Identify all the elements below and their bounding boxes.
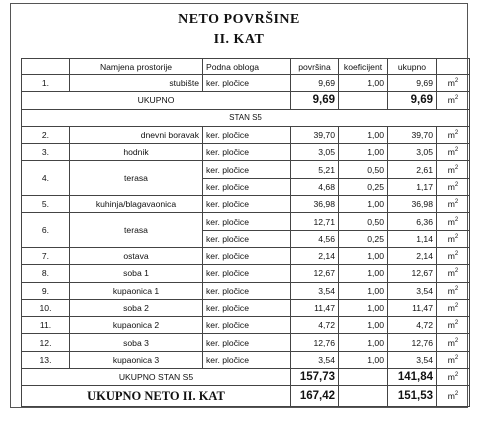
header-num — [22, 59, 70, 75]
table-row — [22, 247, 470, 264]
header-area: površina — [291, 59, 339, 75]
row-area: 4,56 — [291, 230, 339, 247]
header-floor: Podna obloga — [203, 59, 291, 75]
subtotal-total: 141,84 — [388, 369, 437, 386]
row-area: 39,70 — [291, 126, 339, 143]
row-name: dnevni boravak — [70, 126, 203, 143]
row-name: kupaonica 2 — [70, 317, 203, 334]
row-area: 36,98 — [291, 196, 339, 213]
row-coef: 0,25 — [339, 230, 388, 247]
row-coef: 0,50 — [339, 213, 388, 230]
row-total: 6,36 — [388, 213, 437, 230]
row-total: 39,70 — [388, 126, 437, 143]
row-num: 4. — [22, 161, 70, 196]
row-total: 3,54 — [388, 351, 437, 368]
row-area: 3,54 — [291, 351, 339, 368]
row-total: 1,14 — [388, 230, 437, 247]
subtotal-total: 9,69 — [388, 92, 437, 109]
row-area: 2,14 — [291, 247, 339, 264]
row-unit: $m^2$ — [437, 282, 470, 299]
row-unit: $m^2$ — [437, 265, 470, 282]
row-name: terasa — [70, 213, 203, 248]
row-unit: $m^2$ — [437, 196, 470, 213]
row-total: 3,05 — [388, 144, 437, 161]
row-coef: 1,00 — [339, 196, 388, 213]
row-name: terasa — [70, 161, 203, 196]
row-floor: ker. pločice — [203, 317, 291, 334]
table-row — [22, 126, 470, 143]
row-name: kupaonica 3 — [70, 351, 203, 368]
subtotal-unit: $m^2$ — [437, 369, 470, 386]
table-row — [22, 144, 470, 161]
grand-total-row — [22, 386, 470, 407]
row-area: 12,76 — [291, 334, 339, 351]
section-row — [22, 109, 470, 126]
row-name: stubište — [70, 75, 203, 92]
subtotal-area: 157,73 — [291, 369, 339, 386]
row-unit: $m^2$ — [437, 126, 470, 143]
row-num: 2. — [22, 126, 70, 143]
table-row — [22, 282, 470, 299]
row-coef: 1,00 — [339, 334, 388, 351]
row-area: 11,47 — [291, 299, 339, 316]
row-coef: 1,00 — [339, 144, 388, 161]
row-total: 12,76 — [388, 334, 437, 351]
row-coef: 0,25 — [339, 178, 388, 195]
row-floor: ker. pločice — [203, 144, 291, 161]
row-total: 3,54 — [388, 282, 437, 299]
subtotal-coef — [339, 369, 388, 386]
row-total: 9,69 — [388, 75, 437, 92]
row-coef: 1,00 — [339, 265, 388, 282]
row-unit: $m^2$ — [437, 334, 470, 351]
row-unit: $m^2$ — [437, 299, 470, 316]
row-unit: $m^2$ — [437, 247, 470, 264]
row-unit: $m^2$ — [437, 351, 470, 368]
header-unit — [437, 59, 470, 75]
row-coef: 1,00 — [339, 351, 388, 368]
row-num: 7. — [22, 247, 70, 264]
document-sheet — [10, 3, 468, 408]
table-row — [22, 75, 470, 92]
subtotal-label: UKUPNO — [22, 92, 291, 109]
row-name: soba 2 — [70, 299, 203, 316]
row-name: soba 3 — [70, 334, 203, 351]
row-floor: ker. pločice — [203, 213, 291, 230]
header-coef: koeficijent — [339, 59, 388, 75]
subtotal-label: UKUPNO STAN S5 — [22, 369, 291, 386]
subtotal-unit: $m^2$ — [437, 92, 470, 109]
row-area: 4,72 — [291, 317, 339, 334]
row-floor: ker. pločice — [203, 299, 291, 316]
header-purpose: Namjena prostorije — [70, 59, 203, 75]
row-coef: 1,00 — [339, 299, 388, 316]
row-num: 9. — [22, 282, 70, 299]
document-subtitle: II. KAT — [213, 32, 265, 47]
row-coef: 1,00 — [339, 126, 388, 143]
row-total: 2,61 — [388, 161, 437, 178]
row-area: 3,54 — [291, 282, 339, 299]
row-num: 3. — [22, 144, 70, 161]
area-table — [21, 58, 470, 407]
document-title: NETO POVRŠINE — [178, 12, 300, 27]
row-total: 2,14 — [388, 247, 437, 264]
table-row — [22, 213, 470, 230]
row-num: 12. — [22, 334, 70, 351]
row-floor: ker. pločice — [203, 161, 291, 178]
row-floor: ker. pločice — [203, 265, 291, 282]
row-floor: ker. pločice — [203, 75, 291, 92]
row-total: 1,17 — [388, 178, 437, 195]
row-unit: $m^2$ — [437, 161, 470, 178]
row-name: kuhinja/blagavaonica — [70, 196, 203, 213]
row-num: 6. — [22, 213, 70, 248]
row-total: 4,72 — [388, 317, 437, 334]
row-coef: 0,50 — [339, 161, 388, 178]
row-coef: 1,00 — [339, 317, 388, 334]
row-floor: ker. pločice — [203, 178, 291, 195]
table-row — [22, 299, 470, 316]
grand-total-unit: $m^2$ — [437, 386, 470, 407]
subtotal-area: 9,69 — [291, 92, 339, 109]
table-header-row — [22, 59, 470, 75]
row-unit: $m^2$ — [437, 144, 470, 161]
row-coef: 1,00 — [339, 247, 388, 264]
row-name: hodnik — [70, 144, 203, 161]
row-unit: $m^2$ — [437, 317, 470, 334]
grand-total-label: UKUPNO NETO II. KAT — [22, 386, 291, 407]
row-name: ostava — [70, 247, 203, 264]
row-num: 1. — [22, 75, 70, 92]
subtotal-coef — [339, 92, 388, 109]
row-total: 36,98 — [388, 196, 437, 213]
row-num: 5. — [22, 196, 70, 213]
header-total: ukupno — [388, 59, 437, 75]
row-unit: $m^2$ — [437, 178, 470, 195]
row-num: 8. — [22, 265, 70, 282]
row-floor: ker. pločice — [203, 334, 291, 351]
row-coef: 1,00 — [339, 282, 388, 299]
grand-total-area: 167,42 — [291, 386, 339, 407]
row-name: kupaonica 1 — [70, 282, 203, 299]
row-area: 12,67 — [291, 265, 339, 282]
row-num: 11. — [22, 317, 70, 334]
row-unit: $m^2$ — [437, 75, 470, 92]
table-row — [22, 351, 470, 368]
row-floor: ker. pločice — [203, 196, 291, 213]
table-row — [22, 196, 470, 213]
row-area: 3,05 — [291, 144, 339, 161]
row-coef: 1,00 — [339, 75, 388, 92]
section-label: STAN S5 — [22, 109, 470, 126]
grand-total-coef — [339, 386, 388, 407]
row-area: 4,68 — [291, 178, 339, 195]
table-row — [22, 265, 470, 282]
row-unit: $m^2$ — [437, 230, 470, 247]
table-row — [22, 317, 470, 334]
row-floor: ker. pločice — [203, 282, 291, 299]
grand-total-total: 151,53 — [388, 386, 437, 407]
row-area: 9,69 — [291, 75, 339, 92]
subtotal-row — [22, 92, 470, 109]
row-floor: ker. pločice — [203, 126, 291, 143]
row-floor: ker. pločice — [203, 247, 291, 264]
row-num: 13. — [22, 351, 70, 368]
row-name: soba 1 — [70, 265, 203, 282]
row-unit: $m^2$ — [437, 213, 470, 230]
row-floor: ker. pločice — [203, 351, 291, 368]
row-num: 10. — [22, 299, 70, 316]
row-total: 11,47 — [388, 299, 437, 316]
subtotal-row — [22, 369, 470, 386]
row-area: 5,21 — [291, 161, 339, 178]
row-floor: ker. pločice — [203, 230, 291, 247]
table-row — [22, 161, 470, 178]
table-row — [22, 334, 470, 351]
row-area: 12,71 — [291, 213, 339, 230]
row-total: 12,67 — [388, 265, 437, 282]
